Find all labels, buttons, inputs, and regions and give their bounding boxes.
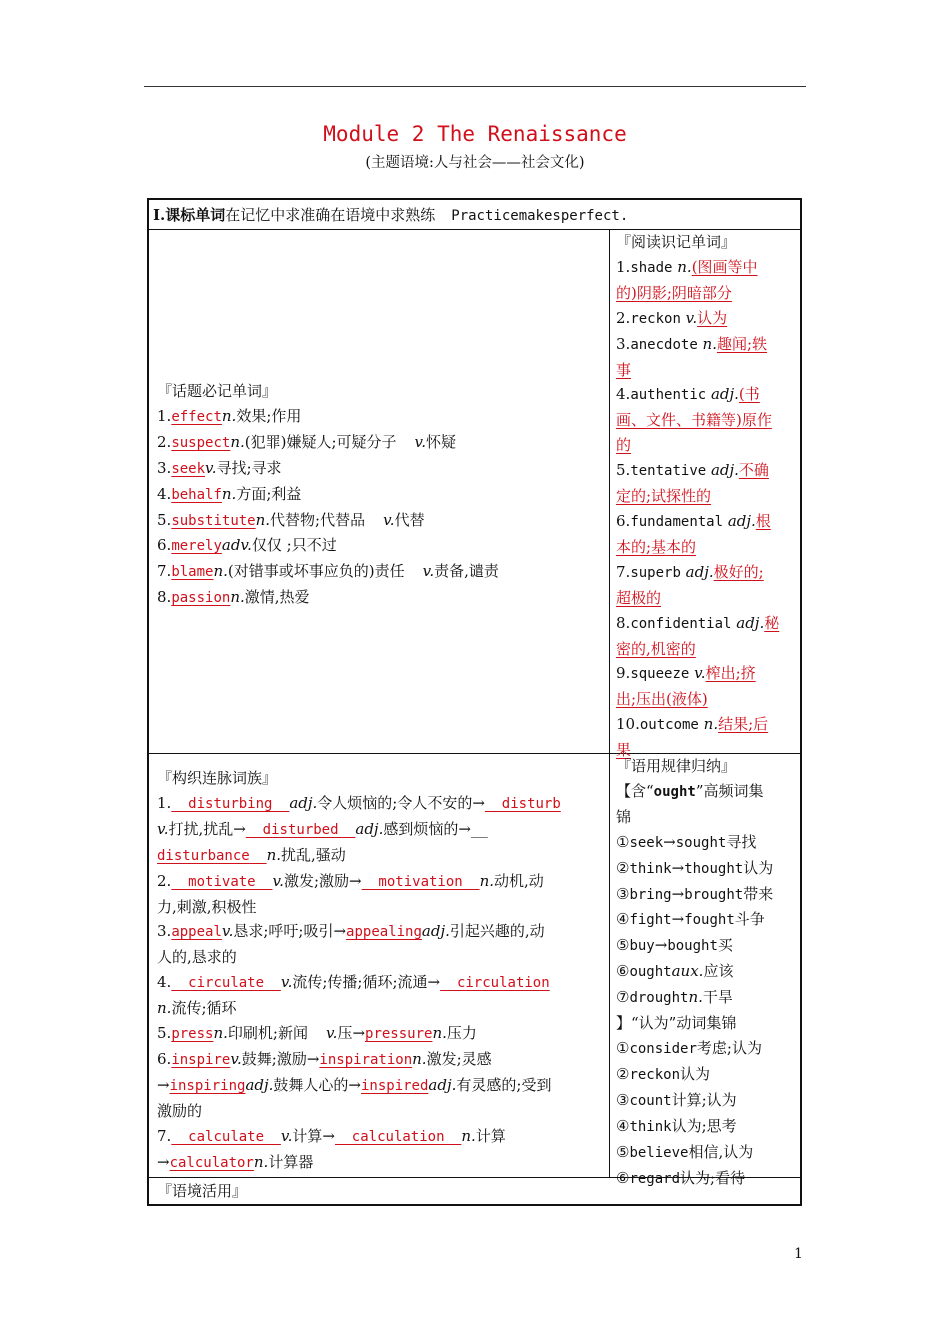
page-subtitle: (主题语境:人与社会——社会文化) xyxy=(365,155,585,171)
list-item: 10.outcome n.结果;后 xyxy=(616,715,769,734)
list-item: 的)阴影;阴暗部分 xyxy=(616,283,732,302)
list-item: 9.squeeze v.榨出;挤 xyxy=(616,664,756,683)
list-item: 力,刺激,积极性 xyxy=(157,897,257,916)
list-item: 本的;基本的 xyxy=(616,537,697,556)
list-item: 6.inspirev.鼓舞;激励→inspirationn.激发;灵感 xyxy=(157,1049,492,1068)
page-number: 1 xyxy=(794,1246,803,1262)
list-item: n.流传;循环 xyxy=(157,999,237,1018)
list-item: 7.blamen.(对错事或坏事应负的)责任 v.责备,谴责 xyxy=(157,562,499,581)
list-item: 8.passionn.激情,热爱 xyxy=(157,588,310,607)
list-item: ③count计算;认为 xyxy=(616,1090,737,1109)
list-item: 果 xyxy=(616,741,632,760)
list-item: 画、文件、书籍等)原作 xyxy=(616,411,772,430)
usage-rules xyxy=(616,754,798,1191)
list-item: →inspiringadj.鼓舞人心的→inspiredadj.有灵感的;受到 xyxy=(157,1075,552,1094)
list-item: 出;压出(液体) xyxy=(616,690,708,709)
list-item: 的 xyxy=(616,436,632,455)
word-family xyxy=(157,766,602,1176)
list-item: ⑦droughtn.干旱 xyxy=(616,988,733,1007)
list-item: 5.pressn.印刷机;新闻 v.压→pressuren.压力 xyxy=(157,1024,477,1043)
list-item: 3.appealv.恳求;呼吁;吸引→appealingadj.引起兴趣的,动 xyxy=(157,922,545,941)
word-family-heading: 『构织连脉词族』 xyxy=(157,769,278,787)
list-item: 人的,恳求的 xyxy=(157,948,237,967)
vocab-table xyxy=(147,198,802,1206)
list-item: 事 xyxy=(616,360,632,379)
list-item: 定的;试探性的 xyxy=(616,487,712,506)
list-item: 5.substituten.代替物;代替品 v.代替 xyxy=(157,510,425,529)
list-item: 激励的 xyxy=(157,1101,203,1120)
list-item: 1. disturbing adj.令人烦恼的;令人不安的→ disturb xyxy=(157,793,561,812)
list-item: 7.superb adj.极好的; xyxy=(616,562,764,581)
list-item: 4.authentic adj.(书 xyxy=(616,385,760,404)
list-item: ④fight→fought斗争 xyxy=(616,910,765,929)
group-title: 【含“ought”高频词集 xyxy=(616,781,764,800)
list-item: ⑥oughtaux.应该 xyxy=(616,962,734,981)
list-item: 2. motivate v.激发;激励→ motivation n.动机,动 xyxy=(157,871,544,890)
list-item: ④think认为;思考 xyxy=(616,1116,737,1135)
list-item: 6.fundamental adj.根 xyxy=(616,511,771,530)
list-item: →calculatorn.计算器 xyxy=(157,1152,314,1171)
group-title: 锦 xyxy=(616,807,632,826)
reading-heading: 『阅读识记单词』 xyxy=(616,233,737,251)
list-item: 4. circulate v.流传;传播;循环;流通→ circulation xyxy=(157,973,550,992)
usage-heading: 『语用规律归纳』 xyxy=(616,757,737,775)
context-heading: 『语境活用』 xyxy=(157,1182,248,1200)
list-item: ①seek→sought寻找 xyxy=(616,832,757,851)
list-item: disturbance n.扰乱,骚动 xyxy=(157,845,346,864)
topic-heading: 『话题必记单词』 xyxy=(157,382,278,400)
list-item: 超极的 xyxy=(616,588,662,607)
list-item: 2.reckon v.认为 xyxy=(616,308,728,327)
list-item: 7. calculate v.计算→ calculation n.计算 xyxy=(157,1126,506,1145)
list-item: 3.seekv.寻找;寻求 xyxy=(157,458,282,477)
list-item: ②think→thought认为 xyxy=(616,858,774,877)
section-desc: 在记忆中求准确在语境中求熟练 xyxy=(225,206,436,224)
group-title: 】“认为”动词集锦 xyxy=(616,1014,737,1033)
list-item: 2.suspectn.(犯罪)嫌疑人;可疑分子 v.怀疑 xyxy=(157,432,457,451)
list-item: 1.shade n.(图画等中 xyxy=(616,257,758,276)
section-header xyxy=(153,203,798,229)
list-item: 3.anecdote n.趣闻;轶 xyxy=(616,334,768,353)
list-item: 密的,机密的 xyxy=(616,639,696,658)
list-item: 8.confidential adj.秘 xyxy=(616,613,780,632)
list-item: ①consider考虑;认为 xyxy=(616,1038,762,1057)
list-item: 5.tentative adj.不确 xyxy=(616,461,769,480)
list-item: 6.merelyadv.仅仅 ;只不过 xyxy=(157,536,337,555)
section-motto: Practicemakesperfect. xyxy=(451,208,629,224)
column-divider xyxy=(609,229,610,1177)
section-label: Ⅰ.课标单词 xyxy=(153,206,226,224)
list-item: 1.effectn.效果;作用 xyxy=(157,406,302,425)
header-rule xyxy=(144,86,806,87)
list-item: v.打扰,扰乱→ disturbed adj.感到烦恼的→__ xyxy=(157,819,488,838)
list-item: ⑤believe相信,认为 xyxy=(616,1142,754,1161)
list-item: 4.behalfn.方面;利益 xyxy=(157,484,302,503)
list-item: ⑥regard认为;看待 xyxy=(616,1168,746,1187)
reading-words xyxy=(616,230,798,763)
list-item: ③bring→brought带来 xyxy=(616,884,774,903)
list-item: ⑤buy→bought买 xyxy=(616,936,733,955)
page-title: Module 2 The Renaissance xyxy=(323,122,627,146)
list-item: ②reckon认为 xyxy=(616,1064,711,1083)
topic-words xyxy=(157,379,602,611)
